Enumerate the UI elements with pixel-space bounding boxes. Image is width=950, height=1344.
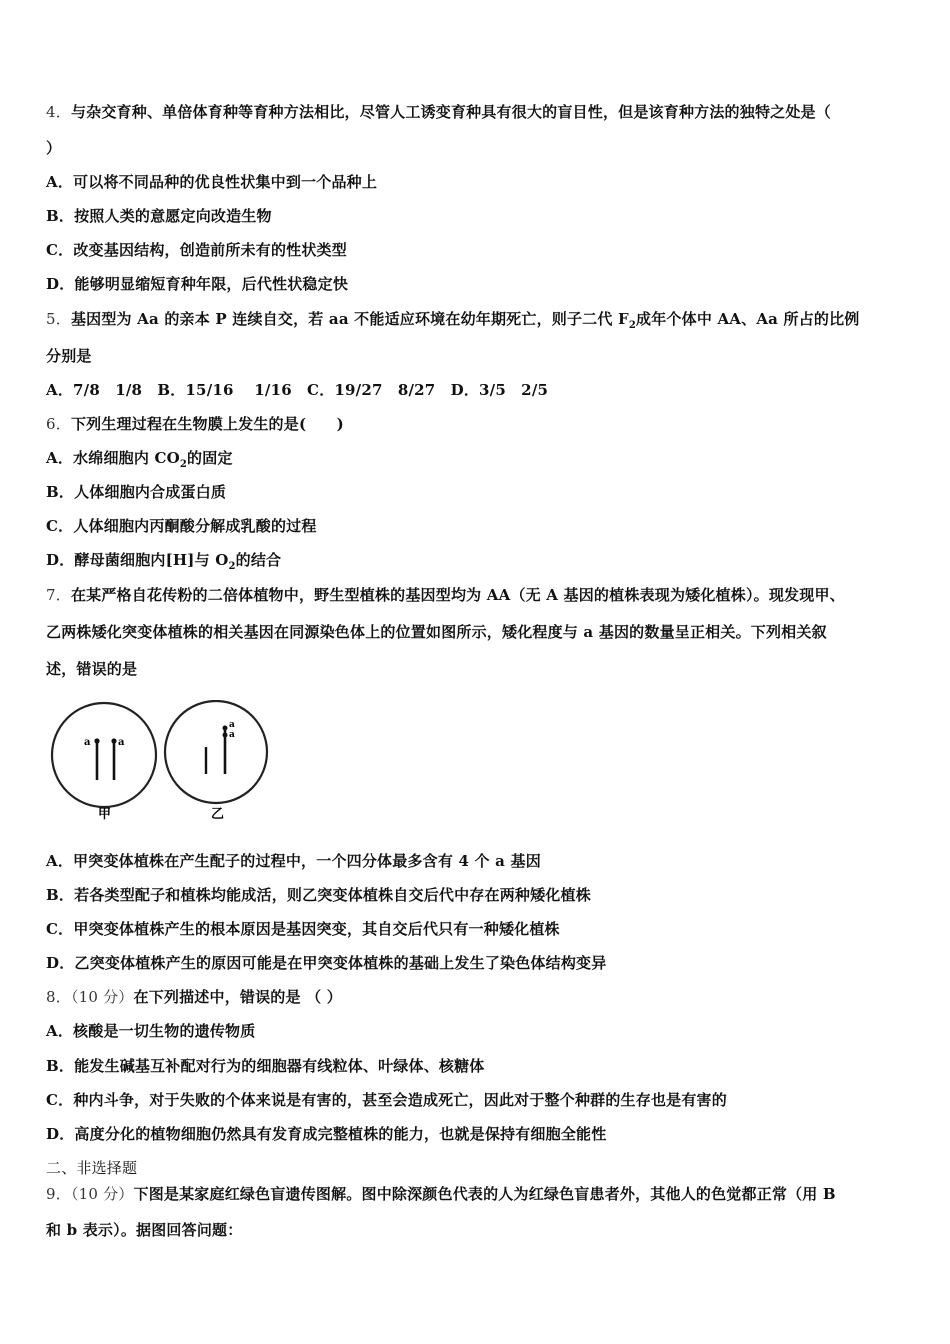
option-label: C． <box>46 241 74 259</box>
option-text: 水绵细胞内 CO <box>73 449 180 467</box>
option-label: A． <box>46 1022 74 1040</box>
option-text: 的固定 <box>187 449 233 467</box>
cell-jia-circle <box>52 703 156 807</box>
option-text: 甲突变体植株产生的根本原因是基因突变，其自交后代只有一种矮化植株 <box>73 920 560 938</box>
q7-stem-line3: 述，错误的是 <box>46 660 138 678</box>
option-text: 按照人类的意愿定向改造生物 <box>74 207 272 225</box>
q6-option-d <box>46 549 910 571</box>
q7-option-d <box>46 952 910 974</box>
option-text: 高度分化的植物细胞仍然具有发育成完整植株的能力，也就是保持有细胞全能性 <box>74 1125 607 1143</box>
q6-option-c <box>46 515 910 537</box>
q6-number: 6． <box>46 415 71 433</box>
option-text: 乙突变体植株产生的原因可能是在甲突变体植株的基础上发生了染色体结构变异 <box>74 954 607 972</box>
section-heading: 二、非选择题 <box>46 1159 138 1177</box>
option-text: 的结合 <box>235 551 282 569</box>
option-label: C． <box>46 920 74 938</box>
option-text: 改变基因结构，创造前所未有的性状类型 <box>73 241 347 259</box>
option-label: B． <box>46 207 75 225</box>
gene-label-yi-1: a <box>229 720 235 730</box>
option-text: 若各类型配子和植株均能成活，则乙突变体植株自交后代中存在两种矮化植株 <box>74 886 591 904</box>
cell-yi-circle <box>165 701 267 803</box>
option-text: 人体细胞内丙酮酸分解成乳酸的过程 <box>73 517 317 535</box>
q7-stem-text: 在某严格自花传粉的二倍体植物中，野生型植株的基因型均为 AA（无 A 基因的植株表现为矮化植株）。现发现甲、 <box>70 586 845 604</box>
caption-jia: 甲 <box>98 807 112 822</box>
option-text: 能够明显缩短育种年限，后代性状稳定快 <box>74 275 349 293</box>
q8-number: 8．（10 分） <box>46 988 134 1006</box>
option-label: A． <box>46 852 74 870</box>
option-label: C． <box>46 1091 74 1109</box>
q7-option-b <box>46 884 910 906</box>
q8-option-a <box>46 1020 910 1042</box>
q7-stem-line2: 乙两株矮化突变体植株的相关基因在同源染色体上的位置如图所示，矮化程度与 a 基因的数量呈正相关。下列相关叙 <box>46 623 827 641</box>
q6-stem-text: 下列生理过程在生物膜上发生的是( ) <box>70 415 344 433</box>
q6-option-b <box>46 481 910 503</box>
q5-stem-text-a: 基因型为 Aa 的亲本 P 连续自交，若 aa 不能适应环境在幼年期死亡，则子二代 F <box>70 310 629 328</box>
q5-subscript: 2 <box>628 320 637 331</box>
option-text: 核酸是一切生物的遗传物质 <box>73 1022 256 1040</box>
gene-label-yi-2: a <box>229 730 235 740</box>
option-text: 甲突变体植株在产生配子的过程中，一个四分体最多含有 4 个 a 基因 <box>73 852 541 870</box>
q9-stem-text: 下图是某家庭红绿色盲遗传图解。图中除深颜色代表的人为红绿色盲患者外，其他人的色觉都正常（用 B <box>133 1185 836 1203</box>
option-text: 种内斗争，对于失败的个体来说是有害的，甚至会造成死亡，因此对于整个种群的生存也是有害的 <box>73 1091 727 1109</box>
q7-option-c <box>46 918 910 940</box>
q8-stem <box>46 986 910 1008</box>
option-label: B． <box>46 1057 75 1075</box>
q9-stem-line1 <box>46 1183 910 1205</box>
q4-stem-text: 与杂交育种、单倍体育种等育种方法相比，尽管人工诱变育种具有很大的盲目性，但是该育种方法的独特之处是（ <box>70 103 831 121</box>
option-label: B． <box>46 483 75 501</box>
q9-stem-line2: 和 b 表示）。据图回答问题： <box>46 1221 243 1239</box>
option-label: A． <box>46 173 74 191</box>
q7-option-a <box>46 850 910 872</box>
option-label: D． <box>46 275 75 293</box>
q4-option-c <box>46 239 910 261</box>
gene-locus-jia-left <box>94 738 99 743</box>
option-text: 能发生碱基互补配对行为的细胞器有线粒体、叶绿体、核糖体 <box>74 1057 485 1075</box>
q7-stem-line1 <box>46 584 910 606</box>
option-label: B． <box>46 886 75 904</box>
q4-stem-line1 <box>46 101 910 123</box>
q5-stem-text-b: 成年个体中 AA、Aa 所占的比例 <box>636 310 860 328</box>
gene-locus-yi-2 <box>223 733 228 738</box>
q6-option-a <box>46 447 910 469</box>
q5-stem-line1 <box>46 308 910 330</box>
option-text: 可以将不同品种的优良性状集中到一个品种上 <box>73 173 378 191</box>
q7-number: 7． <box>46 586 71 604</box>
option-text: 酵母菌细胞内[H]与 O <box>74 551 229 569</box>
q4-option-d <box>46 273 910 295</box>
gene-label-jia-right: a <box>118 737 125 748</box>
option-label: D． <box>46 1125 75 1143</box>
q4-option-a <box>46 171 910 193</box>
q6-stem <box>46 413 910 435</box>
subscript: 2 <box>228 561 236 572</box>
option-label: D． <box>46 551 75 569</box>
q8-option-b <box>46 1055 910 1077</box>
gene-label-jia-left: a <box>84 737 91 748</box>
option-label: A． <box>46 449 74 467</box>
chromosome-figure <box>48 700 278 830</box>
option-label: C． <box>46 517 74 535</box>
q8-option-d <box>46 1123 910 1145</box>
caption-yi: 乙 <box>211 807 225 822</box>
q4-option-b <box>46 205 910 227</box>
q8-option-c <box>46 1089 910 1111</box>
gene-locus-yi-1 <box>223 726 228 731</box>
subscript: 2 <box>179 459 188 470</box>
q4-stem-line2: ） <box>46 139 62 157</box>
q5-options: A．7/8 1/8 B．15/16 1/16 C．19/27 8/27 D．3/5 2/5 <box>46 381 549 399</box>
q8-stem-text: 在下列描述中，错误的是 （ ） <box>133 988 342 1006</box>
q5-stem-line2: 分别是 <box>46 347 92 365</box>
gene-locus-jia-right <box>111 738 116 743</box>
q5-number: 5． <box>46 310 71 328</box>
q9-number: 9．（10 分） <box>46 1185 134 1203</box>
q4-number: 4． <box>46 103 71 121</box>
option-label: D． <box>46 954 75 972</box>
option-text: 人体细胞内合成蛋白质 <box>74 483 227 501</box>
